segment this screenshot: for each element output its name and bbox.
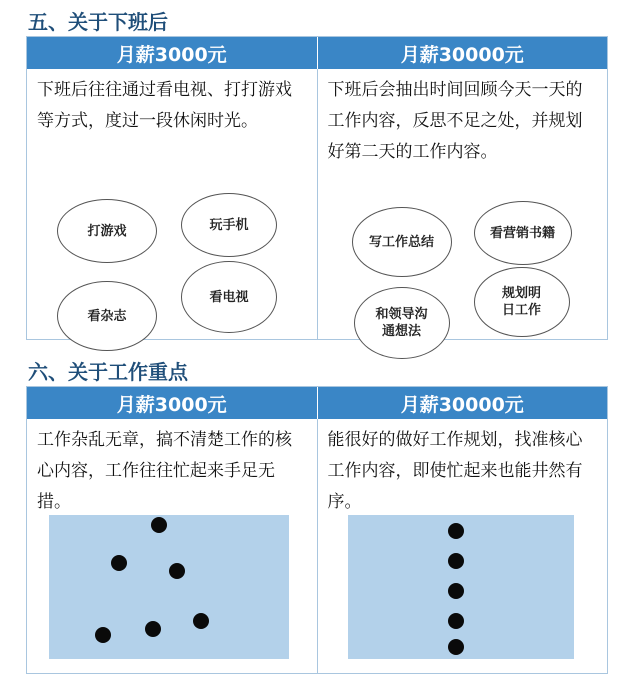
section-6-title: 六、关于工作重点 bbox=[28, 360, 188, 384]
section-6-col2-cell bbox=[317, 419, 608, 673]
bubble-talk-with-leader: 和领导沟通想法 bbox=[354, 287, 450, 359]
section-6-col1-cell bbox=[27, 419, 317, 673]
aligned-dots-panel bbox=[348, 515, 574, 659]
scattered-dot bbox=[145, 621, 161, 637]
bubble-read-magazine: 看杂志 bbox=[57, 281, 157, 351]
section-5-col2-text: 下班后会抽出时间回顾今天一天的工作内容，反思不足之处，并规划好第二天的工作内容。 bbox=[327, 80, 583, 162]
aligned-dot bbox=[448, 583, 464, 599]
section-5-col1-cell bbox=[27, 69, 317, 339]
bubble-read-marketing-books: 看营销书籍 bbox=[474, 201, 572, 265]
section-5-col2-cell bbox=[317, 69, 608, 339]
section-5-body-row bbox=[27, 69, 607, 339]
aligned-dot bbox=[448, 523, 464, 539]
section-5-col2-header: 月薪30000元 bbox=[317, 37, 608, 69]
bubble-watch-tv: 看电视 bbox=[181, 261, 277, 333]
section-6-col1-text: 工作杂乱无章，搞不清楚工作的核心内容，工作往往忙起来手足无措。 bbox=[37, 430, 292, 512]
section-6-header-row bbox=[27, 387, 607, 419]
scattered-dot bbox=[95, 627, 111, 643]
section-6-table bbox=[26, 386, 608, 674]
scattered-dot bbox=[151, 517, 167, 533]
scattered-dot bbox=[193, 613, 209, 629]
section-5-header-row bbox=[27, 37, 607, 69]
section-5-col1-text: 下班后往往通过看电视、打打游戏等方式，度过一段休闲时光。 bbox=[37, 80, 292, 131]
section-6-body-row bbox=[27, 419, 607, 673]
bubble-play-phone: 玩手机 bbox=[181, 193, 277, 257]
scattered-dot bbox=[169, 563, 185, 579]
section-5-table bbox=[26, 36, 608, 340]
section-6-col2-header: 月薪30000元 bbox=[317, 387, 608, 419]
bubble-write-summary: 写工作总结 bbox=[352, 207, 452, 277]
aligned-dot bbox=[448, 553, 464, 569]
section-6-col1-header: 月薪3000元 bbox=[27, 387, 317, 419]
aligned-dot bbox=[448, 613, 464, 629]
scattered-dot bbox=[111, 555, 127, 571]
bubble-play-games: 打游戏 bbox=[57, 199, 157, 263]
scattered-dots-panel bbox=[49, 515, 289, 659]
section-5-title: 五、关于下班后 bbox=[28, 10, 168, 34]
section-5-col1-header: 月薪3000元 bbox=[27, 37, 317, 69]
section-6-col2-text: 能很好的做好工作规划，找准核心工作内容，即使忙起来也能井然有序。 bbox=[327, 430, 583, 512]
aligned-dot bbox=[448, 639, 464, 655]
bubble-plan-tomorrow: 规划明日工作 bbox=[474, 267, 570, 337]
